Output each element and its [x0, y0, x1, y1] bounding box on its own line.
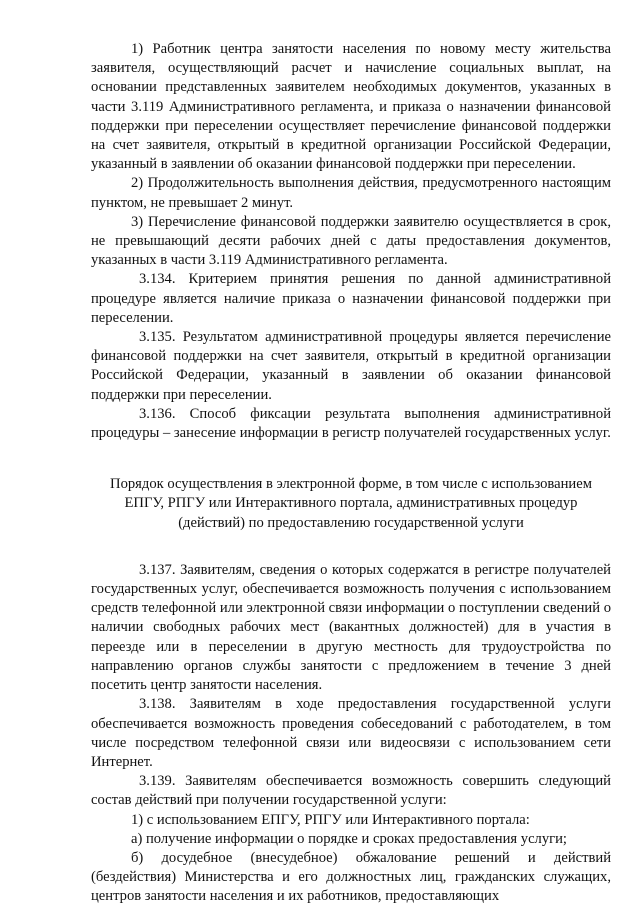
document-body	[91, 40, 611, 907]
paragraph-3-136: 3.136. Способ фиксации результата выполнения административной процедуры – занесение информации в регистр получателей государственных услуг.	[91, 405, 611, 442]
paragraph-3-135: 3.135. Результатом административной процедуры является перечисление финансовой поддержки на счет заявителя, открытый в кредитной организации Российской Федерации, указанный в заявлении об оказании финансовой поддержки при переселении.	[91, 329, 611, 403]
paragraph-item-portal: 1) с использованием ЕПГУ, РПГУ или Интерактивного портала:	[131, 811, 530, 828]
paragraph-item-1: 1) Работник центра занятости населения по новому месту жительства заявителя, осуществляющий расчет и начисление социальных выплат, на основании представленных заявителем необходимых документов, указанных в части 3.119 Административного регламента, и приказа о назначении финансовой поддержки при переселении осуществляет перечисление финансовой поддержки на счет заявителя, открытый в кредитной организации Российской Федерации, указанный в заявлении об оказании финансовой поддержки при переселении.	[91, 41, 611, 173]
paragraph-item-b: б) досудебное (внесудебное) обжалование решений и действий (бездействия) Министерства и его должностных лиц, гражданских служащих, центров занятости населения и их работников, предоставляющих	[91, 849, 611, 905]
section-heading-line: Порядок осуществления в электронной форме, в том числе с использованием	[110, 476, 592, 493]
paragraph-3-137: 3.137. Заявителям, сведения о которых содержатся в регистре получателей государственных услуг, обеспечивается возможность получения с использованием средств телефонной или электронной связи информации о поступлении сведений о наличии свободных рабочих мест (вакантных должностей) для в участия в переезде или в переселении в другую местность для трудоустройства по направлению органов службы занятости с предложением в течение 3 дней посетить центр занятости населения.	[91, 561, 611, 694]
paragraph-item-a: а) получение информации о порядке и сроках предоставления услуги;	[131, 830, 567, 847]
paragraph-3-139: 3.139. Заявителям обеспечивается возможность совершить следующий состав действий при получении государственной услуги:	[91, 773, 611, 809]
paragraph-3-138: 3.138. Заявителям в ходе предоставления государственной услуги обеспечивается возможность проведения собеседований с работодателем, в том числе посредством телефонной связи или видеосвязи с использованием сети Интернет.	[91, 696, 611, 770]
section-heading-line: (действий) по предоставлению государственной услуги	[178, 514, 524, 531]
paragraph-3-134: 3.134. Критерием принятия решения по данной административной процедуре является наличие приказа о назначении финансовой поддержки при переселении.	[91, 271, 611, 326]
section-heading-line: ЕПГУ, РПГУ или Интерактивного портала, административных процедур	[124, 495, 578, 512]
paragraph-item-3: 3) Перечисление финансовой поддержки заявителю осуществляется в срок, не превышающий десяти рабочих дней с даты предоставления документов, указанных в части 3.119 Административного регламента.	[91, 213, 611, 269]
paragraph-item-2: 2) Продолжительность выполнения действия, предусмотренного настоящим пунктом, не превышает 2 минут.	[91, 175, 611, 211]
section-heading	[91, 475, 611, 533]
